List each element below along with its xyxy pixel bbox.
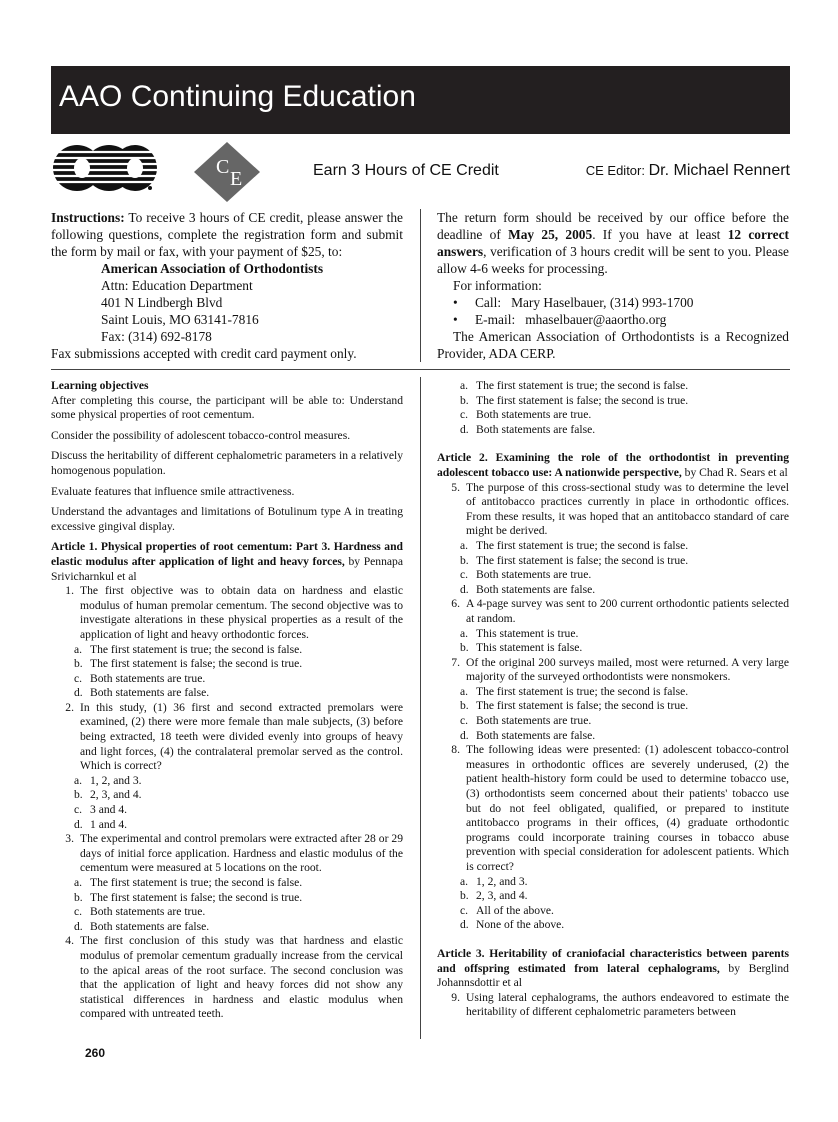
answer-option[interactable]: b. 2, 3, and 4. xyxy=(460,889,528,903)
address-line: American Association of Orthodontists xyxy=(101,261,324,276)
info-label: For information: xyxy=(453,278,542,293)
left-column xyxy=(51,379,403,1022)
answer-option[interactable]: c. Both statements are true. xyxy=(460,408,592,422)
answer-option[interactable]: b. The first statement is false; the second is true. xyxy=(74,890,303,904)
call-line: • Call: Mary Haselbauer, (314) 993-1700 xyxy=(453,295,694,310)
answer-option[interactable]: b. The first statement is false; the second is true. xyxy=(460,553,689,567)
provider-note: The American Association of Orthodontists is a Recognized Provider, ADA CERP. xyxy=(437,329,789,361)
correct-answers: 12 correct answers xyxy=(437,227,789,259)
objective-item: Consider the possibility of adolescent tobacco-control measures. xyxy=(51,428,351,442)
answer-option[interactable]: c. Both statements are true. xyxy=(74,905,206,919)
article-2-heading: Article 2. Examining the role of the orthodontist in preventing adolescent tobacco use: A nationwide perspective, by Chad R. Sears et al xyxy=(437,451,789,479)
question-9: 9. Using lateral cephalograms, the authors endeavored to estimate the heritability of different cephalometric parameters between xyxy=(451,990,789,1019)
answer-option[interactable]: a. The first statement is true; the second is false. xyxy=(460,379,689,392)
question-3: 3. The experimental and control premolars were extracted after 28 or 29 days of initial force application. Hardness and elastic modulus of the cementum were measured at 5 locations on the root. a. The first statement is true; the second is false. b. The first statement is false; the second is true. c. Both statements are true. d. Both statements are false. xyxy=(51,832,403,934)
deadline: May 25, 2005 xyxy=(508,227,593,242)
mailing-address xyxy=(51,260,403,345)
aao-logo xyxy=(51,142,161,194)
answer-option[interactable]: c. All of the above. xyxy=(460,903,554,917)
answer-option[interactable]: b. The first statement is false; the second is true. xyxy=(74,657,303,671)
return-text: The return form should be received by our office before the deadline of xyxy=(437,210,789,242)
ce-editor-label: CE Editor: xyxy=(585,163,645,178)
ce-logo-c: C xyxy=(216,156,230,178)
question-4-options xyxy=(437,379,789,437)
column-divider xyxy=(420,377,421,1039)
question-5: 5. The purpose of this cross-sectional study was to determine the level of antitobacco practices currently in place in orthodontic offices. From these results, it was hoped that an antitobacco standard of care might be derived. a. The first statement is true; the second is false. b. The first statement is false; the second is true. c. Both statements are true. d. Both statements are false. xyxy=(437,481,789,598)
question-8: 8. The following ideas were presented: (1) adolescent tobacco-control measures in orthodontic offices are severely underused, (2) the patient health-history form could be used to determine tobacco use, (3) orthodontists seem concerned about their patients' tobacco use but do not feel obligated, qualified, or prepared to institute antitobacco programs in their offices, (4) graduate orthodontic programs could incorporate training courses in tobacco abuse prevention with special consideration for adolescent patients. Which is correct? a. 1, 2, and 3. b. 2, 3, and 4. c. All of the above. d. None of the above. xyxy=(437,743,789,933)
answer-option[interactable]: b. This statement is false. xyxy=(460,641,583,655)
answer-option[interactable]: d. Both statements are false. xyxy=(74,919,210,933)
answer-option[interactable]: a. 1, 2, and 3. xyxy=(74,773,142,787)
return-info-block xyxy=(437,209,789,362)
page-number: 260 xyxy=(85,1046,106,1060)
answer-option[interactable]: d. Both statements are false. xyxy=(460,728,596,742)
right-column xyxy=(437,379,789,1020)
answer-option[interactable]: a. The first statement is true; the second is false. xyxy=(460,684,689,698)
question-4: 4. The first conclusion of this study was that hardness and elastic modulus of premolar cementum gradually increase from the cervical to the apical areas of the root surface. The second conclusion was that the application of light and heavy forces did not show any statistical differences in hardness and elastic modulus when compared with untreated teeth. xyxy=(65,934,403,1021)
article-1-heading: Article 1. Physical properties of root cementum: Part 3. Hardness and elastic modulus after application of light and heavy forces, by Pennapa Srivicharnkul et al xyxy=(51,540,403,583)
instructions-text: To receive 3 hours of CE credit, please answer the following questions, complete the registration form and submit the form by mail or fax, with your payment of $25, to: xyxy=(51,210,403,259)
answer-option[interactable]: b. The first statement is false; the second is true. xyxy=(460,699,689,713)
column-divider xyxy=(420,209,421,362)
return-text: , verification of 3 hours credit will be sent to you. Please allow 4-6 weeks for processing. xyxy=(437,244,789,276)
fax-note: Fax submissions accepted with credit card payment only. xyxy=(51,346,357,361)
answer-option[interactable]: d. Both statements are false. xyxy=(74,686,210,700)
ce-editor xyxy=(586,162,790,180)
objective-item: Discuss the heritability of different cephalometric parameters in a relatively homogenous population. xyxy=(51,449,403,477)
ce-editor-name: Dr. Michael Rennert xyxy=(648,162,790,179)
answer-option[interactable]: d. None of the above. xyxy=(460,918,565,932)
address-line: Fax: (314) 692-8178 xyxy=(101,329,212,344)
question-2: 2. In this study, (1) 36 first and second extracted premolars were examined, (2) there were more female than male subjects, (3) before being extracted, 18 teeth were divided evenly into groups of heavy and light forces, (4) the contralateral premolar served as the control. Which is correct? a. 1, 2, and 3. b. 2, 3, and 4. c. 3 and 4. d. 1 and 4. xyxy=(51,701,403,832)
ce-logo xyxy=(192,141,262,203)
answer-option[interactable]: a. The first statement is true; the second is false. xyxy=(74,642,303,656)
answer-option[interactable]: c. Both statements are true. xyxy=(74,671,206,685)
answer-option[interactable]: b. 2, 3, and 4. xyxy=(74,788,142,802)
question-1: 1. The first objective was to obtain data on hardness and elastic modulus of human premolar cementum. The second objective was to investigate alterations in these physical properties as a result of the application of light and heavy orthodontic forces. a. The first statement is true; the second is false. b. The first statement is false; the second is true. c. Both statements are true. d. Both statements are false. xyxy=(51,584,403,701)
objectives-heading: Learning objectives xyxy=(51,379,149,392)
ce-logo-e: E xyxy=(230,168,243,190)
question-7: 7. Of the original 200 surveys mailed, most were returned. A very large majority of the surveyed orthodontists were nonsmokers. a. The first statement is true; the second is false. b. The first statement is false; the second is true. c. Both statements are true. d. Both statements are false. xyxy=(437,656,789,744)
answer-option[interactable]: a. The first statement is true; the second is false. xyxy=(460,538,689,552)
objective-item: Understand the advantages and limitations of Botulinum type A in treating excessive gingival display. xyxy=(51,505,403,533)
address-line: Attn: Education Department xyxy=(101,278,253,293)
banner-title: AAO Continuing Education xyxy=(59,80,416,113)
instructions-block xyxy=(51,209,403,362)
answer-option[interactable]: a. The first statement is true; the second is false. xyxy=(74,876,303,889)
answer-option[interactable]: d. Both statements are false. xyxy=(460,422,596,436)
header-banner xyxy=(51,66,790,134)
answer-option[interactable]: c. Both statements are true. xyxy=(460,568,592,582)
email-line: • E-mail: mhaselbauer@aaortho.org xyxy=(453,312,667,327)
answer-option[interactable]: d. Both statements are false. xyxy=(460,582,596,596)
answer-option[interactable]: b. The first statement is false; the second is true. xyxy=(460,393,689,407)
return-text: . If you have at least xyxy=(592,227,721,242)
section-divider xyxy=(51,369,790,370)
answer-option[interactable]: c. 3 and 4. xyxy=(74,803,128,817)
answer-option[interactable]: a. This statement is true. xyxy=(460,626,579,640)
objective-item: After completing this course, the participant will be able to: Understand some physical properties of root cementum. xyxy=(51,393,403,422)
question-6: 6. A 4-page survey was sent to 200 current orthodontic patients selected at random. a. This statement is true. b. This statement is false. xyxy=(437,597,789,655)
answer-option[interactable]: c. Both statements are true. xyxy=(460,714,592,728)
instructions-label: Instructions: xyxy=(51,210,125,225)
objective-item: Evaluate features that influence smile attractiveness. xyxy=(51,484,295,498)
address-line: 401 N Lindbergh Blvd xyxy=(101,295,223,310)
address-line: Saint Louis, MO 63141-7816 xyxy=(101,312,259,327)
earn-credit-heading: Earn 3 Hours of CE Credit xyxy=(313,162,499,179)
answer-option[interactable]: d. 1 and 4. xyxy=(74,817,128,831)
answer-option[interactable]: a. 1, 2, and 3. xyxy=(460,874,528,888)
article-3-heading: Article 3. Heritability of craniofacial characteristics between parents and offspring estimated from lateral cephalograms, by Berglind Johannsdottir et al xyxy=(437,946,789,990)
